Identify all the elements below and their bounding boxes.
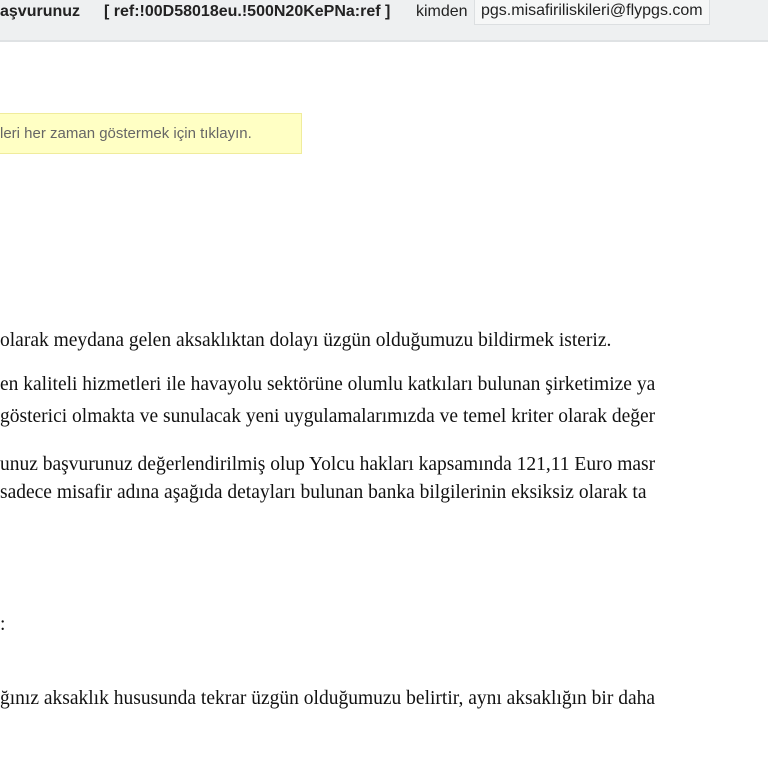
body-line: en kaliteli hizmetleri ile havayolu sektörüne olumlu katkıları bulunan şirketimize ya [0, 374, 656, 395]
email-subject: aşvurunuz [0, 3, 81, 20]
body-line: ğınız aksaklık hususunda tekrar üzgün olduğumuzu belirtir, aynı aksaklığın bir daha [0, 688, 656, 709]
body-line: olarak meydana gelen aksaklıktan dolayı üzgün olduğumuzu bildirmek isteriz. [0, 330, 612, 351]
body-line: gösterici olmakta ve sunulacak yeni uygulamalarımızda ve temel kriter olarak değer [0, 406, 656, 427]
sender-address[interactable]: pgs.misafiriliskileri@flypgs.com [474, 0, 710, 25]
body-line: unuz başvurunuz değerlendirilmiş olup Yolcu hakları kapsamında 121,11 Euro masr [0, 454, 656, 475]
from-label: kimden [416, 3, 468, 20]
body-line: : [0, 614, 6, 635]
show-images-notice[interactable]: leri her zaman göstermek için tıklayın. [0, 113, 302, 154]
body-line: sadece misafir adına aşağıda detayları bulunan banka bilgilerinin eksiksiz olarak ta [0, 482, 647, 503]
email-header [0, 0, 768, 42]
email-reference: [ ref:!00D58018eu.!500N20KePNa:ref ] [104, 3, 391, 20]
